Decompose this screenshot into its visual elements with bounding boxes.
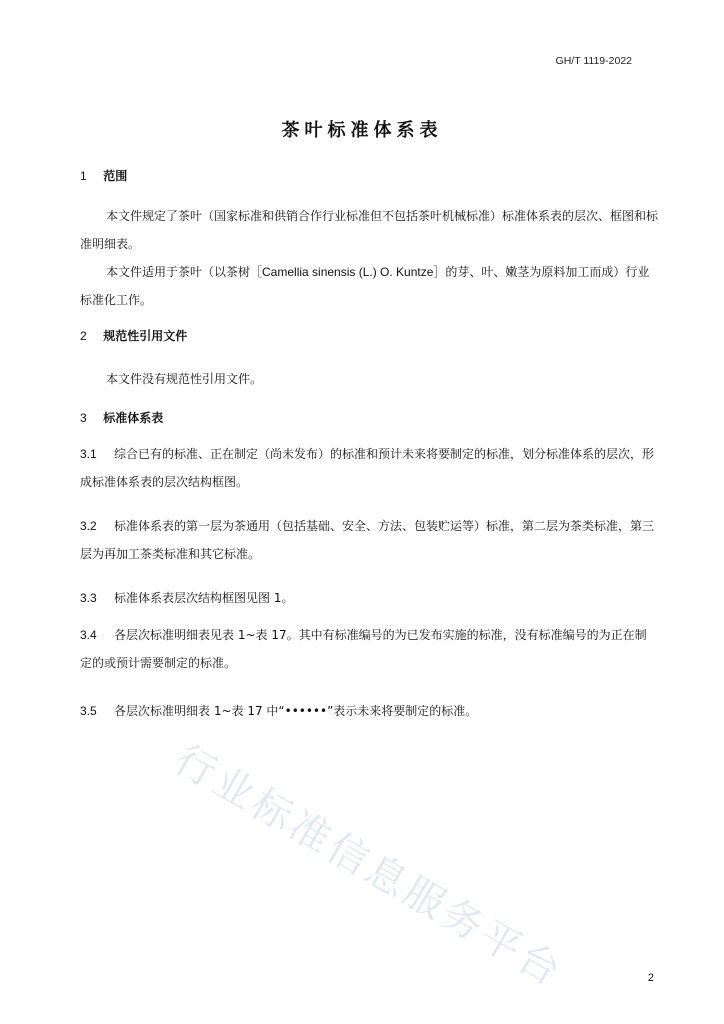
clause-number: 3.1 [80, 447, 97, 461]
clause-3-5 [80, 697, 658, 725]
scope-paragraph-1 [80, 202, 658, 258]
section-title: 规范性引用文件 [103, 329, 188, 343]
standard-code: GH/T 1119-2022 [555, 55, 632, 67]
section-heading-normative-references [80, 327, 187, 344]
section-number: 1 [80, 169, 87, 183]
section-number: 2 [80, 329, 87, 343]
paragraph-text [80, 512, 658, 568]
scope-paragraph-2 [80, 258, 658, 314]
clause-number: 3.3 [80, 591, 97, 605]
paragraph-text [80, 697, 658, 725]
page-number: 2 [647, 972, 654, 984]
clause-3-3 [80, 584, 658, 612]
paragraph-text: 本文件没有规范性引用文件。 [106, 372, 263, 386]
clause-text: 标准体系表的第一层为茶通用（包括基础、安全、方法、包装贮运等）标准，第二层为茶类标准，第三层为再加工茶类标准和其它标准。 [80, 519, 655, 561]
section-number: 3 [80, 411, 87, 425]
latin-name: Camellia sinensis (L.) O. Kuntze [262, 265, 434, 279]
paragraph-text [80, 440, 658, 496]
section-heading-scope [80, 167, 127, 184]
clause-text: 综合已有的标准、正在制定（尚未发布）的标准和预计未来将要制定的标准，划分标准体系的层次，形成标准体系表的层次结构框图。 [80, 447, 655, 489]
clause-text: 标准体系表层次结构框图见图 1。 [114, 591, 294, 605]
paragraph-text: 本文件规定了茶叶（国家标准和供销合作行业标准但不包括茶叶机械标准）标准体系表的层次、框图和标准明细表。 [80, 209, 659, 251]
clause-text: 各层次标准明细表见表 1~表 17。其中有标准编号的为已发布实施的标准，没有标准编号的为正在制定的或预计需要制定的标准。 [80, 628, 647, 670]
clause-3-1 [80, 440, 658, 496]
paragraph-text [80, 258, 658, 314]
clause-3-4 [80, 621, 658, 677]
text-span: ］的芽、叶、嫩茎为原料加工而成）行业标准化工作。 [80, 265, 650, 307]
page-title: 茶叶标准体系表 [281, 120, 443, 141]
clause-text: 各层次标准明细表 1~表 17 中“••••••”表示未来将要制定的标准。 [114, 704, 478, 718]
paragraph-text [80, 621, 658, 677]
text-span: 本文件适用于茶叶（以茶树［ [106, 265, 263, 279]
section-heading-system-table [80, 409, 163, 426]
watermark: 行业标准信息服务平台 [166, 736, 571, 997]
clause-number: 3.5 [80, 704, 97, 718]
section-title: 范围 [103, 169, 128, 183]
clause-number: 3.2 [80, 519, 97, 533]
section-title: 标准体系表 [103, 411, 164, 425]
paragraph-text [80, 584, 658, 612]
clause-3-2 [80, 512, 658, 568]
clause-number: 3.4 [80, 628, 97, 642]
references-paragraph [80, 365, 658, 393]
